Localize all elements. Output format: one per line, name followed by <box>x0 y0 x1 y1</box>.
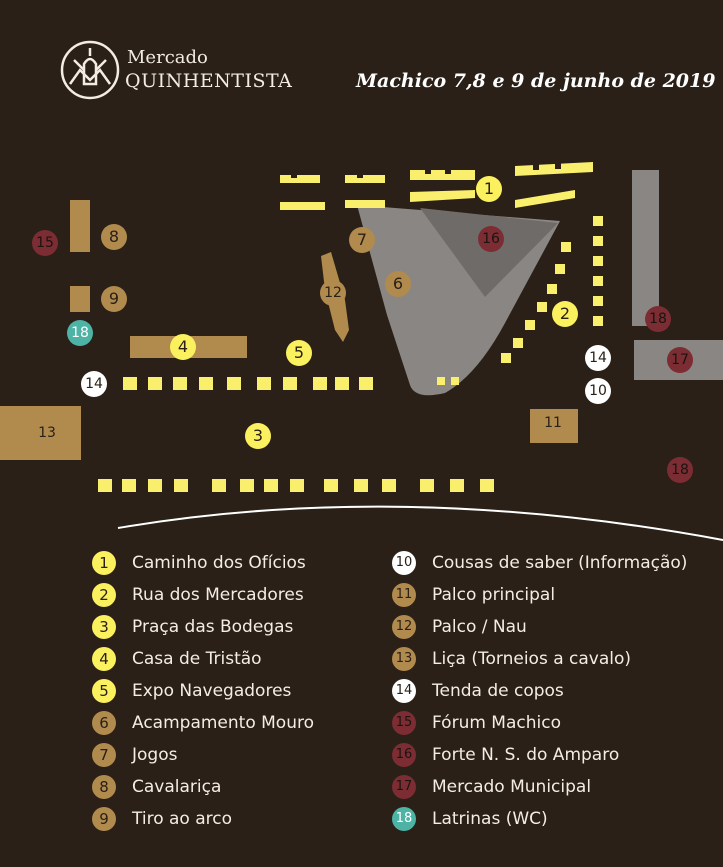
legend-label: Tiro ao arco <box>132 809 233 829</box>
marker-number: 3 <box>252 426 264 445</box>
legend-item-6 <box>92 710 314 736</box>
shoreline-curve <box>0 490 723 550</box>
legend-label: Tenda de copos <box>432 681 564 701</box>
map-marker-11[interactable] <box>540 410 566 436</box>
legend-number: 14 <box>392 679 416 703</box>
legend-label: Rua dos Mercadores <box>132 585 304 605</box>
legend-label: Casa de Tristão <box>132 649 262 669</box>
marker-number: 14 <box>85 376 103 392</box>
legend-item-7 <box>92 742 177 768</box>
map-marker-1[interactable] <box>476 176 502 202</box>
map-marker-14-east[interactable] <box>585 345 611 371</box>
legend-number: 12 <box>392 615 416 639</box>
stalls-row-upper <box>115 372 380 394</box>
map-marker-12[interactable] <box>320 280 346 306</box>
marker-number: 18 <box>671 462 689 478</box>
legend-item-5 <box>92 678 291 704</box>
legend-label: Palco principal <box>432 585 556 605</box>
logo-text-bottom: QUINHENTISTA <box>125 70 293 92</box>
legend-number: 8 <box>92 775 116 799</box>
marker-number: 17 <box>671 352 689 368</box>
legend-item-13 <box>392 646 631 672</box>
map-marker-10[interactable] <box>585 378 611 404</box>
legend-label: Liça (Torneios a cavalo) <box>432 649 632 669</box>
legend-number: 5 <box>92 679 116 703</box>
legend-number: 18 <box>392 807 416 831</box>
map-marker-2[interactable] <box>552 301 578 327</box>
legend-label: Cavalariça <box>132 777 222 797</box>
legend-item-18 <box>392 806 548 832</box>
legend-label: Fórum Machico <box>432 713 561 733</box>
map-marker-17[interactable] <box>667 347 693 373</box>
legend-number: 17 <box>392 775 416 799</box>
legend-label: Cousas de saber (Informação) <box>432 553 688 573</box>
legend-number: 4 <box>92 647 116 671</box>
marker-number: 14 <box>589 350 607 366</box>
legend-item-8 <box>92 774 221 800</box>
marker-number: 1 <box>483 179 495 198</box>
map-marker-5[interactable] <box>286 340 312 366</box>
map-marker-18-east[interactable] <box>667 457 693 483</box>
map-marker-4[interactable] <box>170 334 196 360</box>
map-marker-7[interactable] <box>349 227 375 253</box>
legend-item-4 <box>92 646 262 672</box>
legend-label: Praça das Bodegas <box>132 617 294 637</box>
marker-number: 6 <box>392 274 404 293</box>
legend-item-12 <box>392 614 527 640</box>
legend-number: 10 <box>392 551 416 575</box>
structure-north-east <box>632 170 659 326</box>
map-marker-15[interactable] <box>32 230 58 256</box>
legend-number: 13 <box>392 647 416 671</box>
map-marker-6[interactable] <box>385 271 411 297</box>
marker-number: 10 <box>589 383 607 399</box>
map-marker-13[interactable] <box>34 420 60 446</box>
logo-text-top: Mercado <box>127 47 208 68</box>
legend-label: Latrinas (WC) <box>432 809 548 829</box>
cavalarica-structure <box>70 200 90 252</box>
tiro-arco-structure <box>70 286 90 312</box>
legend-number: 1 <box>92 551 116 575</box>
marker-number: 11 <box>544 415 562 431</box>
marker-number: 12 <box>324 285 342 301</box>
legend-item-3 <box>92 614 293 640</box>
legend-item-10 <box>392 550 687 576</box>
legend-item-17 <box>392 774 591 800</box>
map-marker-18-north[interactable] <box>645 306 671 332</box>
legend-item-9 <box>92 806 232 832</box>
marker-number: 15 <box>36 235 54 251</box>
legend-item-14 <box>392 678 564 704</box>
legend-number: 2 <box>92 583 116 607</box>
map-marker-14-west[interactable] <box>81 371 107 397</box>
legend-number: 9 <box>92 807 116 831</box>
marker-number: 18 <box>649 311 667 327</box>
legend-label: Caminho dos Ofícios <box>132 553 306 573</box>
marker-number: 9 <box>108 289 120 308</box>
map-marker-16[interactable] <box>478 226 504 252</box>
stalls-caminho-oficios <box>275 160 605 215</box>
marker-number: 18 <box>71 325 89 341</box>
legend-label: Expo Navegadores <box>132 681 292 701</box>
legend-number: 11 <box>392 583 416 607</box>
marker-number: 2 <box>559 304 571 323</box>
event-title: Machico 7,8 e 9 de junho de 2019 <box>356 70 716 92</box>
legend-label: Acampamento Mouro <box>132 713 314 733</box>
map-marker-9[interactable] <box>101 286 127 312</box>
legend-label: Mercado Municipal <box>432 777 592 797</box>
legend-number: 6 <box>92 711 116 735</box>
stalls-rua-mercadores <box>495 210 610 365</box>
marker-number: 16 <box>482 231 500 247</box>
market-emblem-icon <box>60 40 120 100</box>
legend-item-1 <box>92 550 306 576</box>
legend-number: 7 <box>92 743 116 767</box>
legend-item-16 <box>392 742 619 768</box>
legend-number: 15 <box>392 711 416 735</box>
marker-number: 4 <box>177 337 189 356</box>
legend-label: Forte N. S. do Amparo <box>432 745 620 765</box>
legend-item-11 <box>392 582 555 608</box>
marker-number: 8 <box>108 227 120 246</box>
legend-item-2 <box>92 582 304 608</box>
marker-number: 7 <box>356 230 368 249</box>
map-marker-8[interactable] <box>101 224 127 250</box>
legend-number: 3 <box>92 615 116 639</box>
marker-number: 13 <box>38 425 56 441</box>
legend-label: Jogos <box>132 745 178 765</box>
marker-number: 5 <box>293 343 305 362</box>
map-marker-3[interactable] <box>245 423 271 449</box>
legend-item-15 <box>392 710 561 736</box>
map-marker-18-west[interactable] <box>67 320 93 346</box>
legend-label: Palco / Nau <box>432 617 527 637</box>
legend-number: 16 <box>392 743 416 767</box>
